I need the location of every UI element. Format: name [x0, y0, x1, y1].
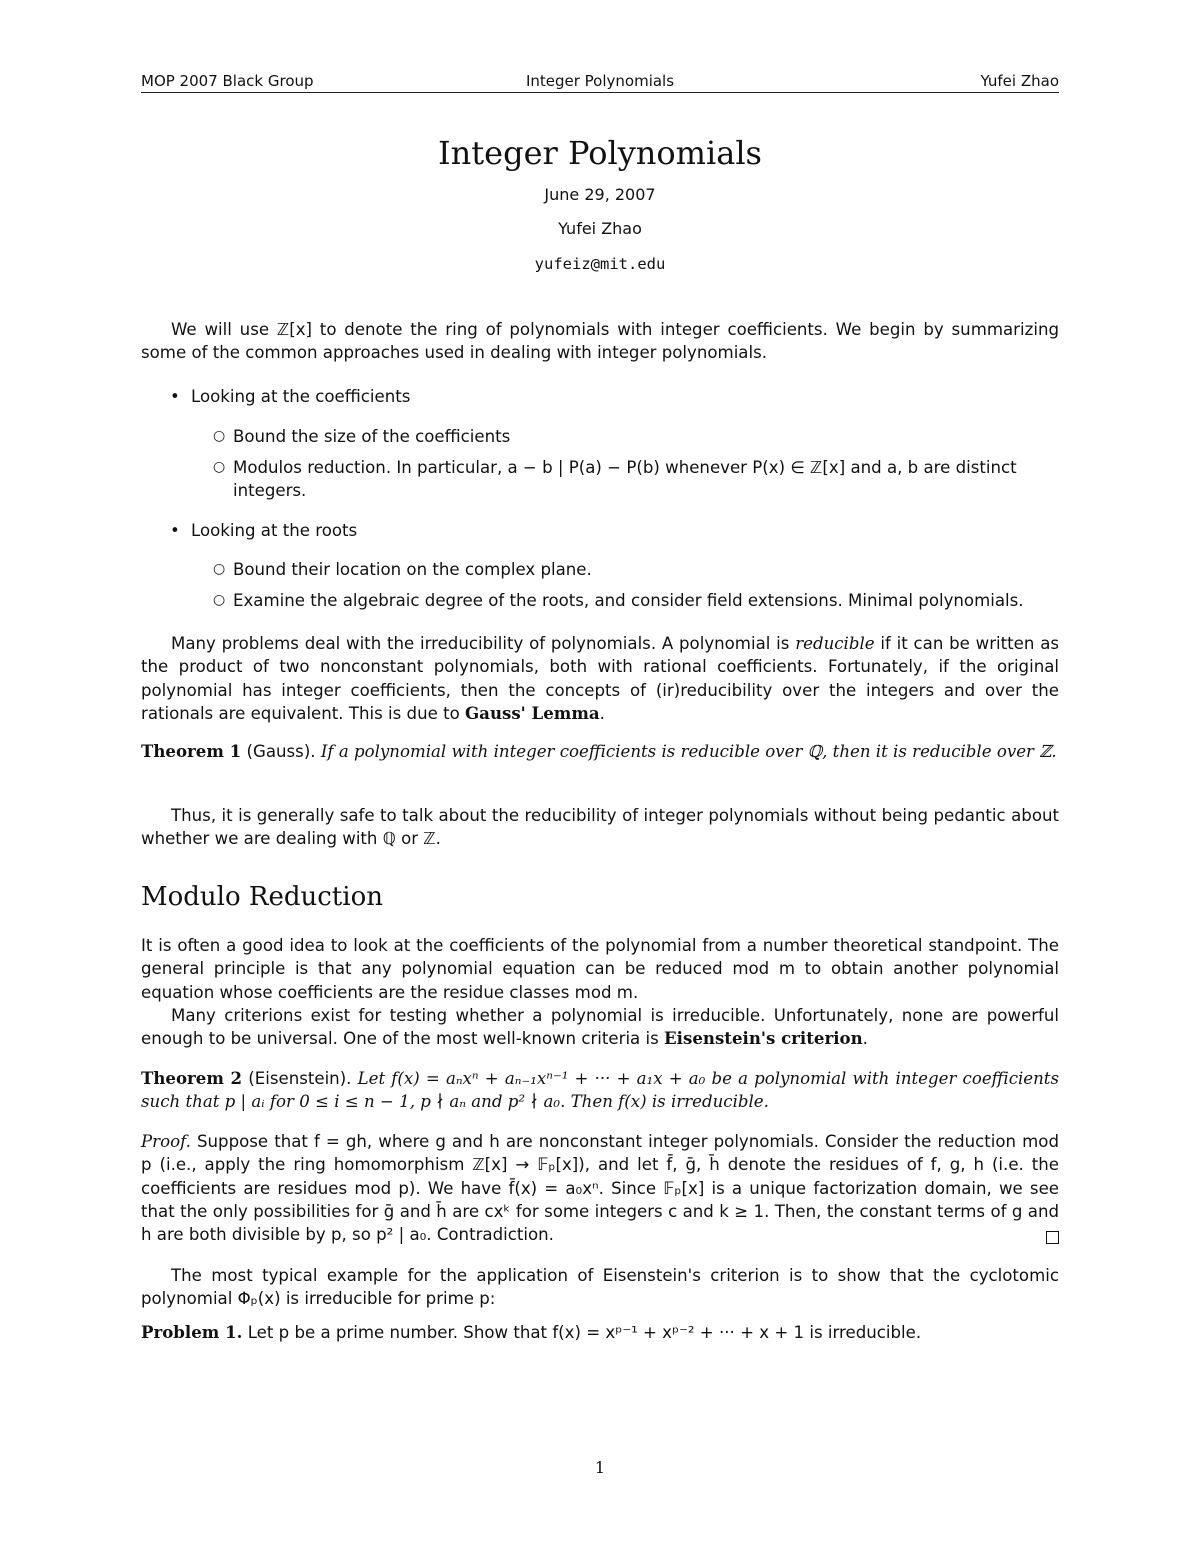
proof-text: Suppose that f = gh, where g and h are nonconstant integer polynomials. Consider the reduction mod p (i.e., apply the ring homomorphism ℤ[x] → 𝔽ₚ[x]), and let f̄, ḡ, h̄ denote the residues of f, g, h (i.e. the coefficients are residues mod p). We have f̄(x) = a₀xⁿ. Since 𝔽ₚ[x] is a unique factorization domain, we see that the only possibilities for ḡ and h̄ are cxᵏ for some integers c and k ≥ 1. Then, the constant terms of g and h are both divisible by p, so p² | a₀. Contradiction.: [141, 1132, 1059, 1245]
bullet-circle-icon: ○: [213, 428, 226, 444]
section-heading-modulo-reduction: Modulo Reduction: [141, 882, 383, 912]
gauss-lemma-term: Gauss' Lemma: [465, 702, 600, 723]
problem-1-statement: Let p be a prime number. Show that f(x) = xᵖ⁻¹ + xᵖ⁻² + ··· + x + 1 is irreducible.: [242, 1323, 922, 1342]
modulo-paragraph-1: It is often a good idea to look at the coefficients of the polynomial from a number theoretical standpoint. The general principle is that any polynomial equation can be reduced mod m to obtain another polynomial equation whose coefficients are the residue classes mod m.: [141, 936, 1059, 1002]
bullet-circle-icon: ○: [213, 561, 226, 577]
theorem-2-label: Theorem 2: [141, 1068, 243, 1088]
theorem-1-statement: If a polynomial with integer coefficients is reducible over ℚ, then it is reducible over ℤ.: [320, 742, 1057, 761]
cyclotomic-paragraph: The most typical example for the application of Eisenstein's criterion is to show that the cyclotomic polynomial Φₚ(x) is irreducible for prime p:: [141, 1266, 1059, 1309]
bullet-circle-icon: ○: [213, 459, 226, 475]
author-email: yufeiz@mit.edu: [534, 255, 666, 273]
theorem-1: Theorem 1 (Gauss). If a polynomial with integer coefficients is reducible over ℚ, then it is reducible over ℤ.: [141, 741, 1057, 761]
subbullet-roots-location: ○ Bound their location on the complex plane.: [213, 558, 1059, 581]
header-author: Yufei Zhao: [980, 72, 1059, 90]
document-date: June 29, 2007: [544, 185, 656, 204]
document-page: MOP 2007 Black Group Integer Polynomials Yufei Zhao Integer Polynomials June 29, 2007 Yufei Zhao yufeiz@mit.edu We will use ℤ[x] to denote the ring of polynomials with integer coefficients. We begin by summarizing some of the common approaches used in dealing with integer polynomials. • Looking at the coefficients ○ Bound the size of the coefficients ○ Modulos reduction. In particular, a − b | P(a) − P(b) whenever P(x) ∈ ℤ[x] and a, b are distinct integers. • Looking at the roots ○ Bound their location on the complex plane. ○ Examine the algebraic degree of the roots, and consider field extensions. Minimal polynomials. Many problems deal with the irreducibility of polynomials. A polynomial is reducible if it can be written as the product of two nonconstant polynomials, both with rational coefficients. Fortunately, if the original polynomial has integer coefficients, then the concepts of (ir)reducibility over the integers and over the rationals are equivalent. This is due to Gauss' Lemma. Theorem 1 (Gauss). If a polynomial with integer coefficients is reducible over ℚ, then it is reducible over ℤ. Thus, it is generally safe to talk about the reducibility of integer polynomials without being pedantic about whether we are dealing with ℚ or ℤ. Modulo Reduction It is often a good idea to look at the coefficients of the polynomial from a number theoretical standpoint. The general principle is that any polynomial equation can be reduced mod m to obtain another polynomial equation whose coefficients are the residue classes mod m. Many criterions exist for testing whether a polynomial is irreducible. Unfortunately, none are powerful enough to be universal. One of the most well-known criteria is Eisenstein's criterion. Theorem 2 (Eisenstein). Let f(x) = aₙxⁿ + aₙ₋₁xⁿ⁻¹ + ··· + a₁x + a₀ be a polynomial with integer coefficients such that p | aᵢ for 0 ≤ i ≤ n − 1, p ∤ aₙ and p² ∤ a₀. Then f(x) is irreducible. Proof. Suppose that f = gh, where g and h are nonconstant integer polynomials. Consider the reduction mod p (i.e., apply the ring homomorphism ℤ[x] → 𝔽ₚ[x]), and let f̄, ḡ, h̄ denote the residues of f, g, h (i.e. the coefficients are residues mod p). We have f̄(x) = a₀xⁿ. Since 𝔽ₚ[x] is a unique factorization domain, we see that the only possibilities for ḡ and h̄ are cxᵏ for some integers c and k ≥ 1. Then, the constant terms of g and h are both divisible by p, so p² | a₀. Contradiction. The most typical example for the application of Eisenstein's criterion is to show that the cyclotomic polynomial Φₚ(x) is irreducible for prime p: Problem 1. Let p be a prime number. Show that f(x) = xᵖ⁻¹ + xᵖ⁻² + ··· + x + 1 is irreducible. 1: [0, 0, 1200, 1553]
thus-paragraph: Thus, it is generally safe to talk about the reducibility of integer polynomials without being pedantic about whether we are dealing with ℚ or ℤ.: [141, 806, 1059, 849]
intro-paragraph: We will use ℤ[x] to denote the ring of polynomials with integer coefficients. We begin by summarizing some of the common approaches used in dealing with integer polynomials.: [141, 320, 1059, 363]
problem-1: [141, 1321, 1059, 1344]
subbullet-modulos: ○ Modulos reduction. In particular, a − b | P(a) − P(b) whenever P(x) ∈ ℤ[x] and a, b are distinct integers.: [213, 458, 1017, 501]
modulo-paragraph-2: Many criterions exist for testing whether a polynomial is irreducible. Unfortunately, none are powerful enough to be universal. One of the most well-known criteria is Eisenstein's criterion.: [141, 1005, 1059, 1049]
modulo-paragraphs: [141, 934, 1059, 1050]
running-header: [141, 70, 1059, 93]
problem-1-label: Problem 1.: [141, 1322, 243, 1342]
header-course: MOP 2007 Black Group: [141, 72, 314, 90]
theorem-2: Theorem 2 (Eisenstein). Let f(x) = aₙxⁿ + aₙ₋₁xⁿ⁻¹ + ··· + a₁x + a₀ be a polynomial with integer coefficients such that p | aᵢ for 0 ≤ i ≤ n − 1, p ∤ aₙ and p² ∤ a₀. Then f(x) is irreducible.: [141, 1068, 1059, 1112]
intro-paragraph-block: [141, 318, 1059, 365]
irreducibility-paragraph: Many problems deal with the irreducibility of polynomials. A polynomial is reducible if it can be written as the product of two nonconstant polynomials, both with rational coefficients. Fortunately, if the original polynomial has integer coefficients, then the concepts of (ir)reducibility over the integers and over the rationals are equivalent. This is due to Gauss' Lemma.: [141, 634, 1060, 723]
bullet-dot-icon: •: [170, 521, 180, 540]
thus-paragraph-block: [141, 804, 1059, 851]
cyclotomic-paragraph-block: [141, 1264, 1059, 1311]
eisenstein-criterion-term: Eisenstein's criterion: [664, 1028, 863, 1049]
bullet-circle-icon: ○: [213, 592, 226, 608]
reducible-term: reducible: [795, 634, 875, 653]
qed-square-icon: [1046, 1231, 1059, 1244]
theorem-2-statement: Let f(x) = aₙxⁿ + aₙ₋₁xⁿ⁻¹ + ··· + a₁x + a₀ be a polynomial with integer coefficients such that p | aᵢ for 0 ≤ i ≤ n − 1, p ∤ aₙ and p² ∤ a₀. Then f(x) is irreducible.: [141, 1069, 1059, 1112]
bullet-dot-icon: •: [170, 387, 180, 406]
proof-label: Proof.: [141, 1132, 191, 1151]
subbullet-coeff-size: ○ Bound the size of the coefficients: [213, 425, 1059, 448]
document-author: Yufei Zhao: [558, 219, 642, 238]
proof-block: [141, 1130, 1059, 1246]
document-title: Integer Polynomials: [438, 134, 762, 172]
header-title: Integer Polynomials: [525, 72, 675, 90]
page-number: 1: [594, 1458, 606, 1477]
theorem-1-label: Theorem 1: [141, 741, 242, 761]
subbullet-roots-degree: ○ Examine the algebraic degree of the roots, and consider field extensions. Minimal polynomials.: [213, 589, 1059, 612]
